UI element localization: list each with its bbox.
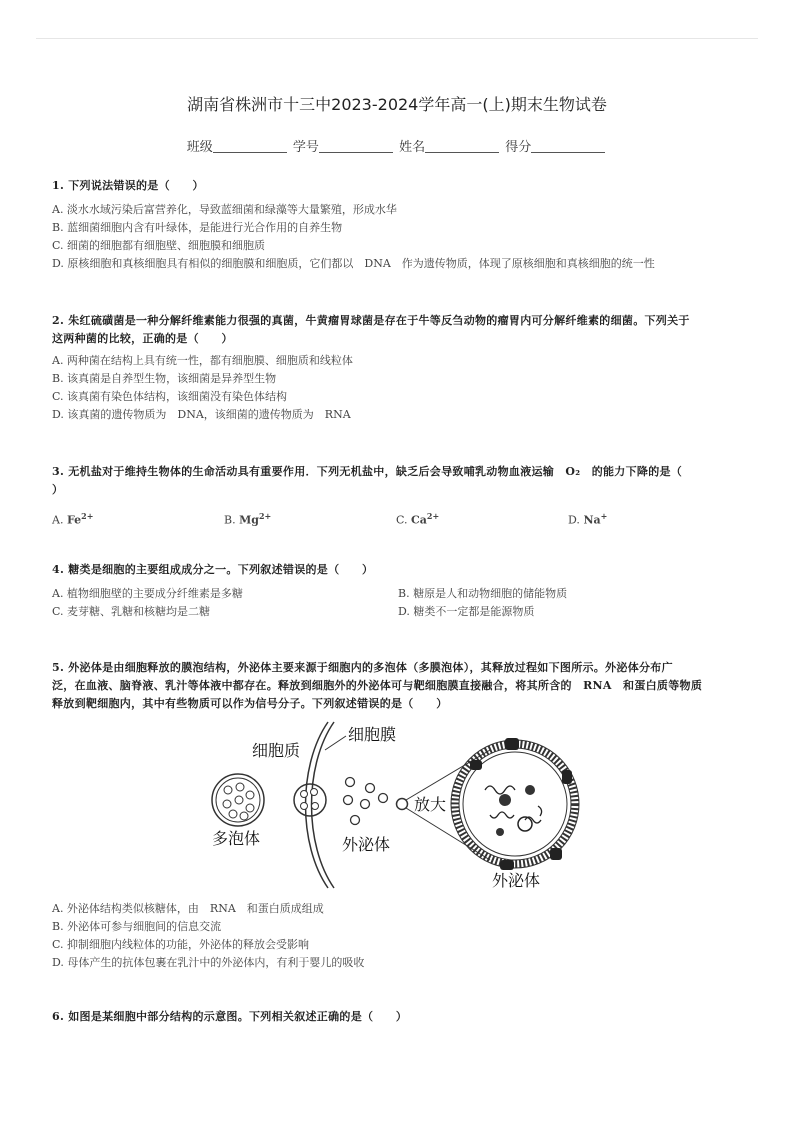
question-3: [52, 463, 752, 530]
question-2-option-b[interactable]: B. 该真菌是自养型生物，该细菌是异养型生物: [52, 372, 277, 385]
question-6: [52, 1008, 752, 1026]
question-1-option-d[interactable]: D. 原核细胞和真核细胞具有相似的细胞膜和细胞质，它们都以 DNA 作为遗传物质，体现了原核细胞和真核细胞的统一性: [52, 257, 655, 270]
cytoplasm-label: 细胞质: [252, 743, 301, 760]
class-label: 班级: [186, 140, 213, 155]
question-5-options: [52, 900, 752, 972]
question-5-option-c[interactable]: C. 抑制细胞内线粒体的功能，外泌体的释放会受影响: [52, 938, 310, 951]
question-5-stem-line-3: 释放到靶细胞内，其中有些物质可以作为信号分子。下列叙述错误的是（ ）: [52, 697, 448, 710]
student-id-blank[interactable]: [319, 152, 393, 153]
top-divider: [36, 38, 758, 39]
fusing-vesicle: [294, 784, 326, 816]
question-2-option-a[interactable]: A. 两种菌在结构上具有统一性，都有细胞膜、细胞质和线粒体: [52, 354, 353, 367]
question-1-option-a[interactable]: A. 淡水水域污染后富营养化，导致蓝细菌和绿藻等大量繁殖，形成水华: [52, 203, 397, 216]
name-blank[interactable]: [425, 152, 499, 153]
released-exosomes: [344, 778, 408, 825]
question-2: [52, 312, 752, 424]
student-info-line: [0, 136, 794, 155]
score-blank[interactable]: [531, 152, 605, 153]
question-5-option-a[interactable]: A. 外泌体结构类似核糖体，由 RNA 和蛋白质成组成: [52, 902, 324, 915]
question-3-option-b[interactable]: B. $Mg^{2+}$: [224, 511, 272, 527]
question-2-option-c[interactable]: C. 该真菌有染色体结构，该细菌没有染色体结构: [52, 390, 288, 403]
question-4-stem: 4. 糖类是细胞的主要组成成分之一。下列叙述错误的是（ ）: [52, 563, 374, 576]
question-2-option-d[interactable]: D. 该真菌的遗传物质为 DNA，该细菌的遗传物质为 RNA: [52, 408, 351, 421]
question-3-option-d[interactable]: D. Na+: [568, 511, 608, 527]
question-5-option-b[interactable]: B. 外泌体可参与细胞间的信息交流: [52, 920, 222, 933]
name-label: 姓名: [399, 140, 426, 155]
mvb-label: 多泡体: [212, 831, 261, 848]
enlarged-exosome: [451, 738, 579, 870]
question-3-stem-line-2: ）: [52, 483, 64, 496]
question-5-stem-line-2: 泛，在血液、脑脊液、乳汁等体液中都存在。释放到细胞外的外泌体可与靶细胞膜直接融合，将其所含的 RNA 和蛋白质等物质: [52, 679, 703, 692]
question-1-stem: 1. 下列说法错误的是（ ）: [52, 179, 204, 192]
magnify-label: 放大: [414, 797, 447, 814]
score-label: 得分: [505, 140, 532, 155]
exam-title: 湖南省株洲市十三中2023-2024学年高一(上)期末生物试卷: [187, 95, 607, 114]
question-3-option-a[interactable]: A. $Fe^{2+}$: [52, 511, 94, 527]
question-4: [52, 561, 752, 621]
question-4-option-c[interactable]: C. 麦芽糖、乳糖和核糖均是二糖: [52, 605, 211, 618]
exosome-label: 外泌体: [342, 837, 391, 854]
question-3-stem-line-1: 3. 无机盐对于维持生物体的生命活动具有重要作用．下列无机盐中，缺乏后会导致哺乳动物血液运输 O₂ 的能力下降的是（: [52, 465, 683, 478]
question-4-option-d[interactable]: D. 糖类不一定都是能源物质: [398, 605, 535, 618]
membrane-label-pointer: [325, 736, 346, 750]
exosome-release-figure: [200, 720, 600, 890]
question-6-stem: 6. 如图是某细胞中部分结构的示意图。下列相关叙述正确的是（ ）: [52, 1010, 408, 1023]
question-1: [52, 177, 752, 273]
question-3-options: [52, 507, 752, 530]
membrane-label: 细胞膜: [348, 727, 397, 744]
question-3-option-c[interactable]: C. $Ca^{2+}$: [396, 511, 440, 527]
question-5-stem-line-1: 5. 外泌体是由细胞释放的膜泡结构，外泌体主要来源于细胞内的多泡体（多膜泡体），其释放过程如下图所示。外泌体分布广: [52, 661, 673, 674]
question-1-option-c[interactable]: C. 细菌的细胞都有细胞壁、细胞膜和细胞质: [52, 239, 266, 252]
question-2-stem-line-1: 2. 朱红硫磺菌是一种分解纤维素能力很强的真菌，牛黄瘤胃球菌是存在于牛等反刍动物的瘤胃内可分解纤维素的细菌。下列关于: [52, 314, 690, 327]
exosome-zoom-label: 外泌体: [492, 873, 541, 890]
question-4-option-a[interactable]: A. 植物细胞壁的主要成分纤维素是多糖: [52, 587, 243, 600]
student-id-label: 学号: [292, 140, 319, 155]
question-5-option-d[interactable]: D. 母体产生的抗体包裹在乳汁中的外泌体内，有利于婴儿的吸收: [52, 956, 365, 969]
question-4-option-b[interactable]: B. 糖原是人和动物细胞的储能物质: [398, 587, 568, 600]
class-blank[interactable]: [213, 152, 287, 153]
question-5: [52, 659, 752, 713]
question-2-stem-line-2: 这两种菌的比较，正确的是（ ）: [52, 332, 233, 345]
question-1-option-b[interactable]: B. 蓝细菌细胞内含有叶绿体，是能进行光合作用的自养生物: [52, 221, 343, 234]
multivesicular-body: [212, 774, 264, 826]
